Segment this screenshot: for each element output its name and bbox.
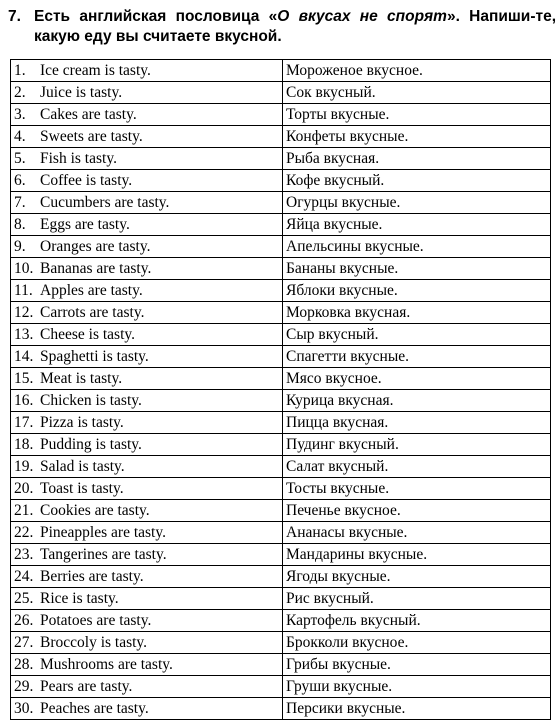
english-cell [11, 214, 283, 236]
exercise-instruction [34, 7, 556, 47]
english-sentence: Fish is tasty. [40, 150, 117, 167]
food-table [10, 59, 551, 720]
russian-sentence: Картофель вкусный. [283, 610, 551, 632]
english-cell [11, 258, 283, 280]
english-sentence: Oranges are tasty. [40, 238, 151, 255]
english-sentence: Cookies are tasty. [40, 502, 150, 519]
english-cell [11, 368, 283, 390]
english-cell [11, 632, 283, 654]
row-number: 13. [14, 326, 34, 343]
table-row [11, 236, 551, 258]
russian-sentence: Рыба вкусная. [283, 148, 551, 170]
english-cell [11, 280, 283, 302]
english-sentence: Cucumbers are tasty. [40, 194, 170, 211]
english-sentence: Juice is tasty. [40, 84, 123, 101]
english-sentence: Cheese is tasty. [40, 326, 135, 343]
russian-sentence: Тосты вкусные. [283, 478, 551, 500]
english-cell [11, 390, 283, 412]
english-cell [11, 192, 283, 214]
english-sentence: Pineapples are tasty. [40, 524, 166, 541]
russian-sentence: Брокколи вкусное. [283, 632, 551, 654]
row-number: 2. [14, 84, 26, 101]
row-number: 22. [14, 524, 34, 541]
row-number: 4. [14, 128, 26, 145]
russian-sentence: Ягоды вкусные. [283, 566, 551, 588]
english-sentence: Tangerines are tasty. [40, 546, 167, 563]
english-sentence: Carrots are tasty. [40, 304, 145, 321]
english-cell [11, 148, 283, 170]
english-cell [11, 434, 283, 456]
russian-sentence: Мясо вкусное. [283, 368, 551, 390]
english-sentence: Peaches are tasty. [40, 700, 149, 717]
row-number: 6. [14, 172, 26, 189]
english-cell [11, 412, 283, 434]
english-cell [11, 456, 283, 478]
russian-sentence: Огурцы вкусные. [283, 192, 551, 214]
row-number: 24. [14, 568, 34, 585]
row-number: 17. [14, 414, 34, 431]
table-row [11, 412, 551, 434]
row-number: 14. [14, 348, 34, 365]
russian-sentence: Груши вкусные. [283, 676, 551, 698]
row-number: 8. [14, 216, 26, 233]
row-number: 25. [14, 590, 34, 607]
english-cell [11, 82, 283, 104]
russian-sentence: Курица вкусная. [283, 390, 551, 412]
english-sentence: Chicken is tasty. [40, 392, 142, 409]
row-number: 12. [14, 304, 34, 321]
exercise-heading [8, 7, 556, 47]
english-sentence: Eggs are tasty. [40, 216, 130, 233]
row-number: 19. [14, 458, 34, 475]
instruction-text-after: ». Напиши-те, какую еду вы считаете вкусной. [34, 8, 557, 45]
table-row [11, 522, 551, 544]
english-cell [11, 60, 283, 82]
russian-sentence: Сыр вкусный. [283, 324, 551, 346]
table-row [11, 170, 551, 192]
russian-sentence: Рис вкусный. [283, 588, 551, 610]
english-cell [11, 610, 283, 632]
proverb-text: О вкусах не спорят [277, 8, 447, 25]
english-cell [11, 126, 283, 148]
russian-sentence: Пудинг вкусный. [283, 434, 551, 456]
english-cell [11, 236, 283, 258]
food-table-body [11, 60, 551, 720]
russian-sentence: Мороженое вкусное. [283, 60, 551, 82]
table-row [11, 258, 551, 280]
row-number: 18. [14, 436, 34, 453]
english-cell [11, 500, 283, 522]
english-sentence: Cakes are tasty. [40, 106, 137, 123]
english-cell [11, 566, 283, 588]
russian-sentence: Мандарины вкусные. [283, 544, 551, 566]
table-row [11, 302, 551, 324]
english-cell [11, 654, 283, 676]
english-sentence: Ice cream is tasty. [40, 62, 151, 79]
english-sentence: Spaghetti is tasty. [40, 348, 149, 365]
russian-sentence: Кофе вкусный. [283, 170, 551, 192]
english-sentence: Meat is tasty. [40, 370, 123, 387]
table-row [11, 566, 551, 588]
english-sentence: Coffee is tasty. [40, 172, 133, 189]
row-number: 20. [14, 480, 34, 497]
russian-sentence: Спагетти вкусные. [283, 346, 551, 368]
table-row [11, 478, 551, 500]
english-cell [11, 170, 283, 192]
row-number: 3. [14, 106, 26, 123]
english-cell [11, 302, 283, 324]
russian-sentence: Ананасы вкусные. [283, 522, 551, 544]
english-sentence: Pizza is tasty. [40, 414, 124, 431]
row-number: 26. [14, 612, 34, 629]
table-row [11, 588, 551, 610]
english-sentence: Salad is tasty. [40, 458, 125, 475]
russian-sentence: Торты вкусные. [283, 104, 551, 126]
table-row [11, 60, 551, 82]
russian-sentence: Бананы вкусные. [283, 258, 551, 280]
russian-sentence: Салат вкусный. [283, 456, 551, 478]
english-sentence: Mushrooms are tasty. [40, 656, 173, 673]
english-sentence: Apples are tasty. [40, 282, 143, 299]
row-number: 21. [14, 502, 34, 519]
row-number: 30. [14, 700, 34, 717]
row-number: 29. [14, 678, 34, 695]
russian-sentence: Яйца вкусные. [283, 214, 551, 236]
row-number: 15. [14, 370, 34, 387]
row-number: 1. [14, 62, 26, 79]
table-row [11, 434, 551, 456]
english-cell [11, 588, 283, 610]
exercise-number: 7. [8, 8, 21, 25]
table-row [11, 456, 551, 478]
row-number: 5. [14, 150, 26, 167]
row-number: 28. [14, 656, 34, 673]
row-number: 23. [14, 546, 34, 563]
russian-sentence: Апельсины вкусные. [283, 236, 551, 258]
english-cell [11, 698, 283, 720]
table-row [11, 632, 551, 654]
table-row [11, 214, 551, 236]
english-cell [11, 104, 283, 126]
russian-sentence: Пицца вкусная. [283, 412, 551, 434]
russian-sentence: Персики вкусные. [283, 698, 551, 720]
english-cell [11, 478, 283, 500]
table-row [11, 610, 551, 632]
english-sentence: Toast is tasty. [40, 480, 124, 497]
english-sentence: Potatoes are tasty. [40, 612, 152, 629]
table-row [11, 82, 551, 104]
english-sentence: Pudding is tasty. [40, 436, 142, 453]
english-cell [11, 522, 283, 544]
table-row [11, 346, 551, 368]
english-sentence: Sweets are tasty. [40, 128, 143, 145]
english-sentence: Broccoly is tasty. [40, 634, 148, 651]
english-sentence: Bananas are tasty. [40, 260, 152, 277]
russian-sentence: Сок вкусный. [283, 82, 551, 104]
table-row [11, 368, 551, 390]
table-row [11, 390, 551, 412]
russian-sentence: Грибы вкусные. [283, 654, 551, 676]
table-row [11, 192, 551, 214]
row-number: 27. [14, 634, 34, 651]
russian-sentence: Морковка вкусная. [283, 302, 551, 324]
instruction-text-before: Есть английская пословица « [34, 8, 278, 25]
english-cell [11, 346, 283, 368]
table-row [11, 148, 551, 170]
english-cell [11, 676, 283, 698]
table-row [11, 676, 551, 698]
row-number: 16. [14, 392, 34, 409]
table-row [11, 104, 551, 126]
english-cell [11, 324, 283, 346]
table-row [11, 544, 551, 566]
russian-sentence: Печенье вкусное. [283, 500, 551, 522]
english-sentence: Berries are tasty. [40, 568, 144, 585]
row-number: 7. [14, 194, 26, 211]
russian-sentence: Конфеты вкусные. [283, 126, 551, 148]
table-row [11, 280, 551, 302]
table-row [11, 698, 551, 720]
table-row [11, 324, 551, 346]
row-number: 10. [14, 260, 34, 277]
table-row [11, 126, 551, 148]
russian-sentence: Яблоки вкусные. [283, 280, 551, 302]
table-row [11, 654, 551, 676]
row-number: 11. [14, 282, 33, 299]
table-row [11, 500, 551, 522]
row-number: 9. [14, 238, 26, 255]
english-sentence: Rice is tasty. [40, 590, 119, 607]
english-cell [11, 544, 283, 566]
english-sentence: Pears are tasty. [40, 678, 133, 695]
